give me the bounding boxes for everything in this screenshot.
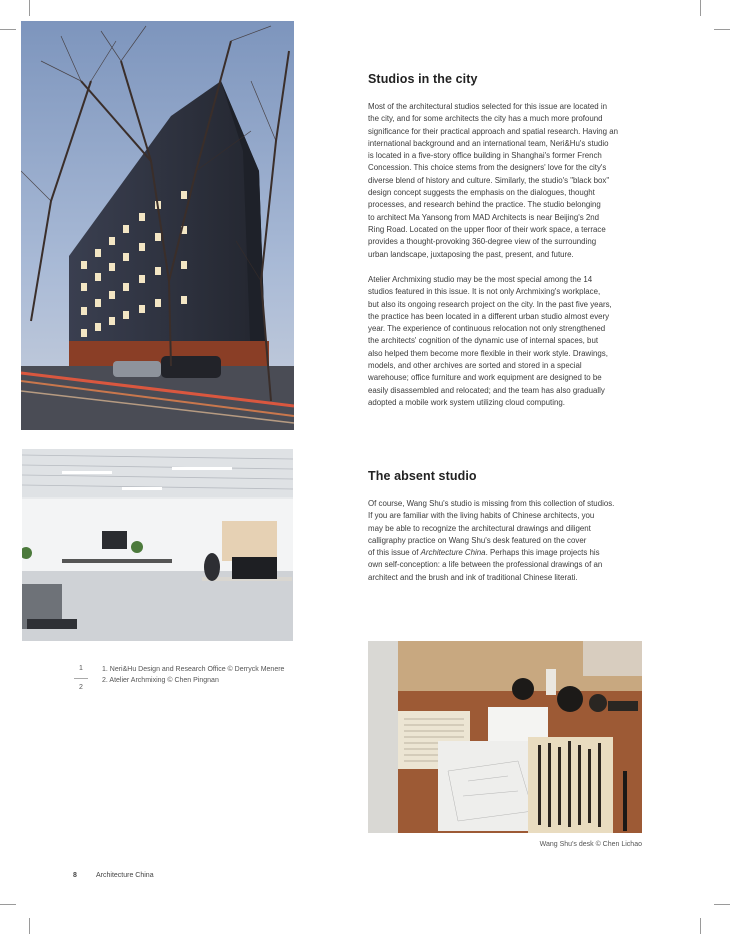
text-line: the practice has been located in a different urban studio almost every — [368, 311, 610, 321]
text-line: international background and an international team, Neri&Hu's studio — [368, 138, 609, 148]
text-line: studios featured in this issue. It is not only Archmixing's workplace, — [368, 287, 601, 297]
text-fragment: . Perhaps this image projects his — [485, 548, 600, 558]
crop-mark — [714, 904, 730, 905]
crop-mark — [714, 29, 730, 30]
caption-1: 1. Neri&Hu Design and Research Office © Derryck Menere — [102, 666, 285, 673]
text-line: also helped them become more flexible in their work style. Drawings, — [368, 348, 608, 358]
page-number: 8 — [73, 872, 77, 879]
text-line: provides a thought-provoking 360-degree view of the surrounding — [368, 237, 597, 247]
text-line: but also its ongoing research project on the city. In the past five years, — [368, 299, 612, 309]
text-line: Atelier Archmixing studio may be the most special among the 14 — [368, 275, 593, 284]
text-line: Most of the architectural studios selected for this issue are located in — [368, 102, 608, 111]
crop-mark — [700, 918, 701, 934]
photo-neri-hu-building — [21, 21, 294, 430]
text-line: is located in a five-story office building in Shanghai's former French — [368, 151, 602, 161]
crop-mark — [29, 0, 30, 16]
text-line: diverse blend of history and culture. Similarly, the studio's "black box" — [368, 175, 610, 185]
text-line: design concept suggests the emphasis on the dialogues, thought — [368, 188, 595, 198]
divider — [74, 678, 88, 679]
text-line: to architect Ma Yansong from MAD Architects is near Beijing's 2nd — [368, 212, 600, 222]
text-line: significance for their practical approach and spatial research. Having an — [368, 126, 619, 136]
caption-2: 2. Atelier Archmixing © Chen Pingnan — [102, 677, 219, 684]
figure-number-1: 1 — [79, 665, 83, 672]
text-line: year. The experience of continuous relocation not only strengthened — [368, 324, 606, 334]
section-heading-studios: Studios in the city — [368, 72, 478, 86]
text-line: Concession. This choice stems from the designers' love for the city's — [368, 163, 607, 173]
text-line: easily disassembled and relocated; and the team has also gradually — [368, 385, 605, 395]
figure-numbers — [74, 664, 88, 693]
photo-wang-shu-desk — [368, 641, 642, 833]
text-line: the architects' cognition of the dynamic use of internal spaces, but — [368, 336, 599, 346]
text-fragment: of this issue of — [368, 548, 421, 558]
figure-number-2: 2 — [79, 684, 83, 691]
publication-title-italic: Architecture China — [420, 548, 486, 558]
publication-name: Architecture China — [96, 872, 154, 879]
crop-mark — [700, 0, 701, 16]
text-line: warehouse; office furniture and work equipment are designed to be — [368, 373, 602, 383]
text-line: models, and other archives are sorted and stored in a special — [368, 361, 582, 371]
crop-mark — [0, 904, 16, 905]
text-line: calligraphy practice on Wang Shu's desk featured on the cover — [368, 535, 587, 545]
paragraph-absent-studio — [368, 498, 638, 584]
text-line: own self-conception: a life between the professional drawings of an — [368, 560, 603, 570]
text-line: adopted a mobile work system utilizing cloud computing. — [368, 397, 565, 407]
section-heading-absent-studio: The absent studio — [368, 469, 477, 483]
text-line: processes, and research behind the practice. The studio belonging — [368, 200, 601, 210]
text-line: If you are familiar with the living habits of Chinese architects, you — [368, 511, 595, 521]
text-line: may be able to recognize the architectural drawings and diligent — [368, 523, 591, 533]
crop-mark — [0, 29, 16, 30]
text-line — [368, 547, 638, 559]
caption-desk-photo: Wang Shu's desk © Chen Lichao — [539, 841, 642, 848]
paragraph-studios-1 — [368, 101, 638, 261]
text-line: Of course, Wang Shu's studio is missing from this collection of studios. — [368, 499, 615, 508]
text-line: the city, and for some architects the city has a much more profound — [368, 114, 603, 124]
paragraph-studios-2 — [368, 274, 638, 409]
text-line: architect and the brush and ink of traditional Chinese literati. — [368, 572, 578, 582]
photo-archmixing-interior — [22, 449, 293, 641]
text-line: Ring Road. Located on the upper floor of their work space, a terrace — [368, 224, 606, 234]
figure-captions — [102, 664, 284, 686]
crop-mark — [29, 918, 30, 934]
text-line: urban landscape, juxtaposing the past, present, and future. — [368, 249, 574, 259]
